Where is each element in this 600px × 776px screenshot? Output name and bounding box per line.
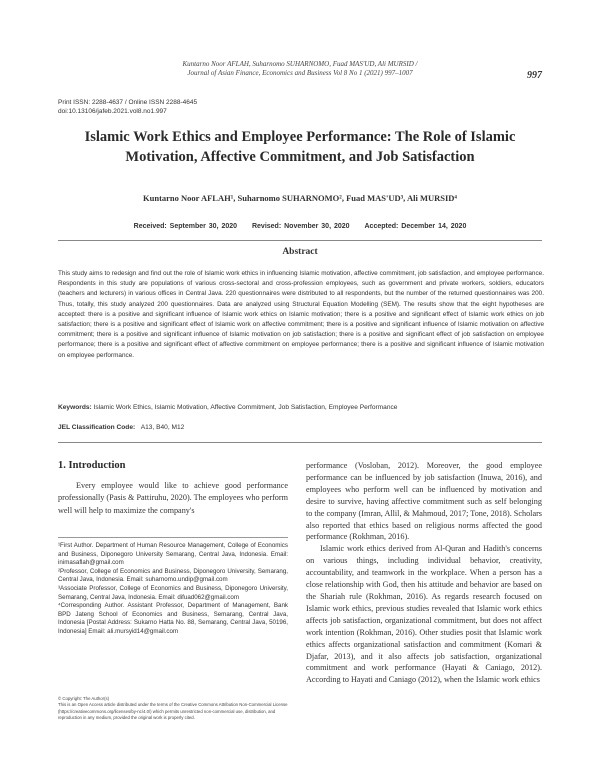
intro-paragraph-left: Every employee would like to achieve good performance professionally (Pasis & Pattiruhu, 2020). The employees who perform well will help to maximize the company's <box>58 481 288 515</box>
copyright-line: © Copyright: The Author(s) <box>58 696 110 701</box>
footnotes <box>58 537 288 637</box>
paper-title <box>60 127 540 167</box>
title-line-1: Islamic Work Ethics and Employee Performance: The Role of Islamic <box>84 129 516 145</box>
abstract-body: This study aims to redesign and find out the role of Islamic work ethics in influencing Islamic motivation, affective commitment, job satisfaction, and employee performance. Respondents in this study are populations of various cross-sectoral and cross-profession employees, such as government and private workers, soldiers, educators (teachers and lecturers) in various offices in Central Java. 220 questionnaires were distributed to all respondents, but the number of the returned questionnaires was 200. Thus, totally, this study analyzed 200 questionnaires. Data are analyzed using Structural Equation Modelling (SEM). The results show that the eight hypotheses are accepted: there is a positive and significant influence of Islamic work ethics on Islamic motivation; there is a positive and significant effect of Islamic work ethics on job satisfaction; there is a positive and significant effect of Islamic work on affective commitment; there is a positive and significant influence of Islamic motivation on affective commitment; there is a positive and significant influence of Islamic motivation on job satisfaction; there is a positive and significant effect of job satisfaction on employee performance; there is a positive and significant effect of affective commitment on employee performance; there is a positive and significant influence of Islamic motivation on employee performance. <box>58 270 544 359</box>
divider-top <box>58 240 542 241</box>
keywords <box>58 404 544 411</box>
submission-dates <box>60 223 540 230</box>
footnote-3: ³Associate Professor, College of Economics and Business, Diponegoro University, Semarang, Central Java, Indonesia. Email: difuad062@gmail.com <box>58 584 288 601</box>
running-head-journal: Journal of Asian Finance, Economics and Business Vol 8 No 1 (2021) 997–1007 <box>187 69 413 77</box>
intro-paragraph-islamic-ethics: Islamic work ethics derived from Al-Quran and Hadith's concerns on various things, including individual behavior, creativity, accountability, and teamwork in the workplace. When a person has a close relationship with God, then his attitude and behavior are based on the Shariah rule (Rokhman, 2016). As regards research focused on Islamic work ethics, previous studies revealed that Islamic work ethics affects job satisfaction, organizational commitment, but does not affect work intention (Rokhman, 2016). Other studies posit that Islamic work ethics affects organizational satisfaction and commitment (Komari & Djafar, 2013), and it also affects job satisfaction, organizational commitment and work performance (Hayati & Caniago, 2012). According to Hayati and Caniago (2012), when the Islamic work ethics <box>306 544 542 685</box>
accepted-date: Accepted: December 14, 2020 <box>364 223 467 230</box>
page-number: 997 <box>527 70 542 81</box>
jel-codes <box>58 424 544 431</box>
revised-date: Revised: November 30, 2020 <box>251 223 350 230</box>
abstract-heading: Abstract <box>282 247 318 257</box>
footnote-separator <box>58 537 288 538</box>
footnote-4: ⁴Corresponding Author. Assistant Professor, Department of Management, Bank BPD Jateng School of Economics and Business, Semarang, Central Java, Indonesia [Postal Address: Sukarno Hatta No. 88, Semarang, Central Java, 50196, Indonesia] Email: ali.mursyid14@gmail.com <box>58 602 288 635</box>
doi-line: doi:10.13106/jafeb.2021.vol8.no1.997 <box>58 108 167 115</box>
divider-bottom <box>58 442 542 443</box>
running-head <box>100 60 500 78</box>
keywords-label: Keywords: <box>58 404 92 411</box>
title-line-2: Motivation, Affective Commitment, and Job Satisfaction <box>125 149 475 165</box>
jel-label: JEL Classification Code: <box>58 424 136 431</box>
copyright-notice <box>58 696 288 721</box>
license-text: This is an Open Access article distributed under the terms of the Creative Commons Attribution Non-Commercial License (https://creativecommons.org/licenses/by-nc/4.0/) which permits unrestricted non-commercial use, distribution, and reproduction in any medium, provided the original work is properly cited. <box>58 702 288 720</box>
keywords-text: Islamic Work Ethics, Islamic Motivation, Affective Commitment, Job Satisfaction, Employee Performance <box>93 404 398 411</box>
issn-block <box>58 98 197 116</box>
jel-text: A13, B40, M12 <box>140 424 185 431</box>
section-heading-introduction: 1. Introduction <box>58 460 126 471</box>
intro-paragraph-continued: performance (Vosloban, 2012). Moreover, the good employee performance can be influenced by job satisfaction (Inuwa, 2016), and employees who perform well can be influenced by motivation and desire to survive, having affective commitment such as self belonging to the company (Imran, Allil, & Mahmoud, 2017; Tone, 2018). Scholars also reported that ethics based on religious norms affected the good performance (Rokhman, 2016). <box>306 461 542 542</box>
running-head-authors: Kuntarno Noor AFLAH, Suharnomo SUHARNOMO, Fuad MAS'UD, Ali MURSID / <box>182 60 418 68</box>
authors: Kuntarno Noor AFLAH¹, Suharnomo SUHARNOMO², Fuad MAS'UD³, Ali MURSID⁴ <box>143 193 457 203</box>
received-date: Received: September 30, 2020 <box>133 223 238 230</box>
issn-line: Print ISSN: 2288-4637 / Online ISSN 2288-4645 <box>58 99 198 106</box>
footnote-2: ²Professor, College of Economics and Business, Diponegoro University, Semarang, Central Java, Indonesia. Email: suharnomo.undip@gmail.com <box>58 567 288 584</box>
footnote-1: ¹First Author. Department of Human Resource Management, College of Economics and Business, Diponegoro University Semarang, Central Java, Indonesia. Email: inimasaflah@gmail.com <box>58 542 288 567</box>
intro-right-column <box>306 460 542 686</box>
